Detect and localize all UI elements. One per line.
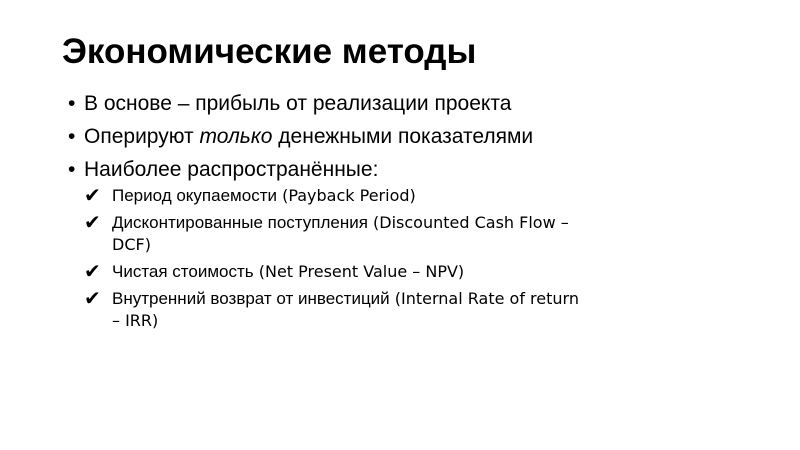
- bullet-dot-icon: •: [68, 158, 76, 181]
- checkmark-icon: ✔: [84, 210, 101, 234]
- bullet-text-before: Оперируют: [84, 125, 200, 148]
- methods-list: [82, 185, 584, 332]
- bullet-text-after: денежными показателями: [272, 125, 534, 148]
- method-name: Внутренний возврат от инвестиций: [112, 289, 390, 308]
- method-name: Чистая стоимость: [112, 262, 254, 281]
- method-item: [82, 212, 584, 256]
- checkmark-icon: ✔: [84, 259, 101, 283]
- method-english: (Payback Period): [276, 186, 416, 205]
- method-name: Период окупаемости: [112, 186, 277, 205]
- bullet-item: [64, 157, 584, 332]
- method-name: Дисконтированные поступления: [112, 213, 368, 232]
- method-english: (Internal Rate of return – IRR): [112, 289, 579, 330]
- bullet-item: [64, 124, 584, 149]
- bullet-list: [64, 91, 584, 340]
- method-item: [82, 185, 584, 207]
- method-english: (Net Present Value – NPV): [253, 262, 465, 281]
- bullet-item: [64, 91, 584, 116]
- method-item: [82, 288, 584, 332]
- bullet-dot-icon: •: [68, 92, 76, 115]
- bullet-text-emphasis: только: [199, 125, 273, 148]
- bullet-text: В основе – прибыль от реализации проекта: [84, 92, 512, 115]
- bullet-dot-icon: •: [68, 125, 76, 148]
- method-item: [82, 261, 584, 283]
- bullet-text: Наиболее распространённые:: [84, 158, 379, 181]
- slide-title: Экономические методы: [62, 32, 477, 71]
- checkmark-icon: ✔: [84, 286, 101, 310]
- checkmark-icon: ✔: [84, 183, 101, 207]
- method-english: (Discounted Cash Flow – DCF): [112, 213, 569, 254]
